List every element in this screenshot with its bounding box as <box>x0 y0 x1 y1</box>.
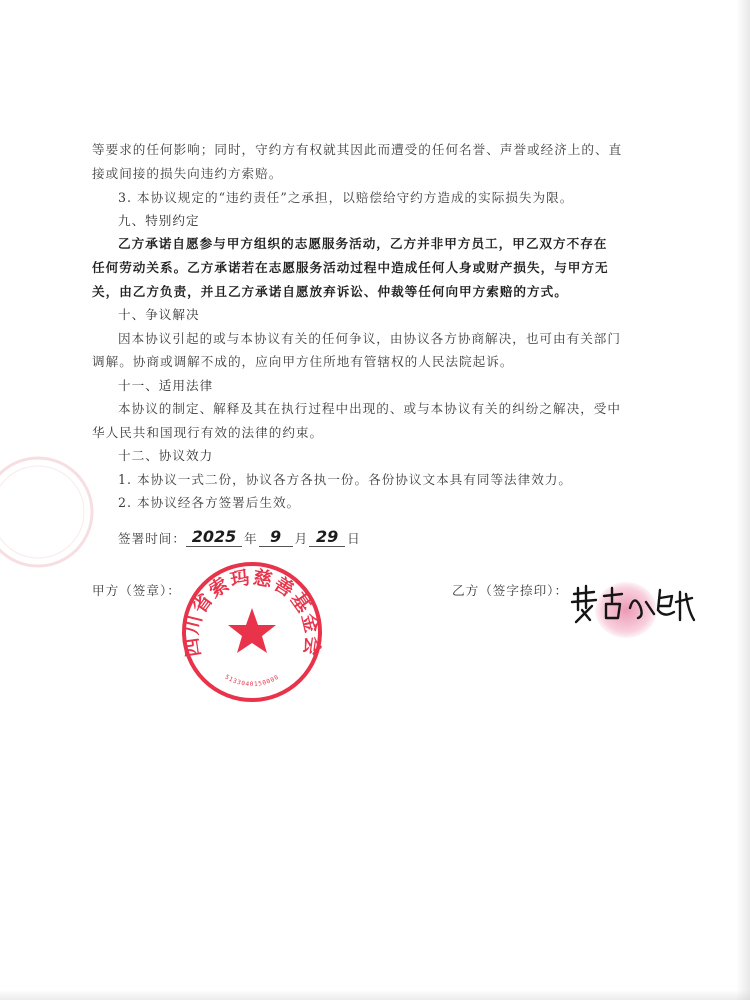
signing-date <box>118 528 360 547</box>
page-bottom-shadow <box>0 990 750 1000</box>
party-b-label: 乙方（签字捺印）： <box>452 583 569 598</box>
signing-month: 9 <box>259 528 293 547</box>
svg-text:5133040150000 <box>224 674 281 688</box>
paragraph-line: 等要求的任何影响；同时，守约方有权就其因此而遭受的任何名誉、声誉或经济上的、直 <box>92 142 623 157</box>
paragraph-line: 2. 本协议经各方签署后生效。 <box>118 495 301 510</box>
seal-bleed-through <box>0 452 98 572</box>
party-a-label: 甲方（签章）： <box>92 583 181 598</box>
paragraph-line: 乙方承诺自愿参与甲方组织的志愿服务活动，乙方并非甲方员工，甲乙双方不存在 <box>118 236 608 251</box>
paragraph-line: 1. 本协议一式二份，协议各方各执一份。各份协议文本具有同等法律效力。 <box>118 472 573 487</box>
handwritten-signature <box>568 580 698 626</box>
section-heading-12: 十二、协议效力 <box>118 448 214 463</box>
paragraph-line: 任何劳动关系。乙方承诺若在志愿服务活动过程中造成任何人身或财产损失，与甲方无 <box>92 260 609 275</box>
paragraph-line: 调解。协商或调解不成的，应向甲方住所地有管辖权的人民法院起诉。 <box>92 354 514 369</box>
page-edge-shadow <box>736 0 750 1000</box>
official-seal <box>180 560 324 704</box>
signing-year: 2025 <box>186 528 242 547</box>
paragraph-line: 本协议的制定、解释及其在执行过程中出现的、或与本协议有关的纠纷之解决，受中 <box>118 401 621 416</box>
paragraph-line: 华人民共和国现行有效的法律的约束。 <box>92 425 324 440</box>
paragraph-line: 3. 本协议规定的“违约责任”之承担，以赔偿给守约方造成的实际损失为限。 <box>118 190 574 205</box>
month-unit: 月 <box>294 531 308 546</box>
day-unit: 日 <box>347 531 360 546</box>
paragraph-line: 因本协议引起的或与本协议有关的任何争议，由协议各方协商解决，也可由有关部门 <box>118 331 621 346</box>
paragraph-line: 接或间接的损失向违约方索赔。 <box>92 166 283 181</box>
section-heading-10: 十、争议解决 <box>118 307 200 322</box>
seal-text: 四川省索玛慈善基金会 <box>180 566 324 659</box>
signing-day: 29 <box>309 528 345 547</box>
signing-date-label: 签署时间： <box>118 531 186 546</box>
paragraph-line: 关，由乙方负责，并且乙方承诺自愿放弃诉讼、仲裁等任何向甲方索赔的方式。 <box>92 284 568 299</box>
seal-number: 5133040150000 <box>223 673 281 688</box>
section-heading-9: 九、特别约定 <box>118 213 200 228</box>
section-heading-11: 十一、适用法律 <box>118 378 214 393</box>
year-unit: 年 <box>243 531 257 546</box>
